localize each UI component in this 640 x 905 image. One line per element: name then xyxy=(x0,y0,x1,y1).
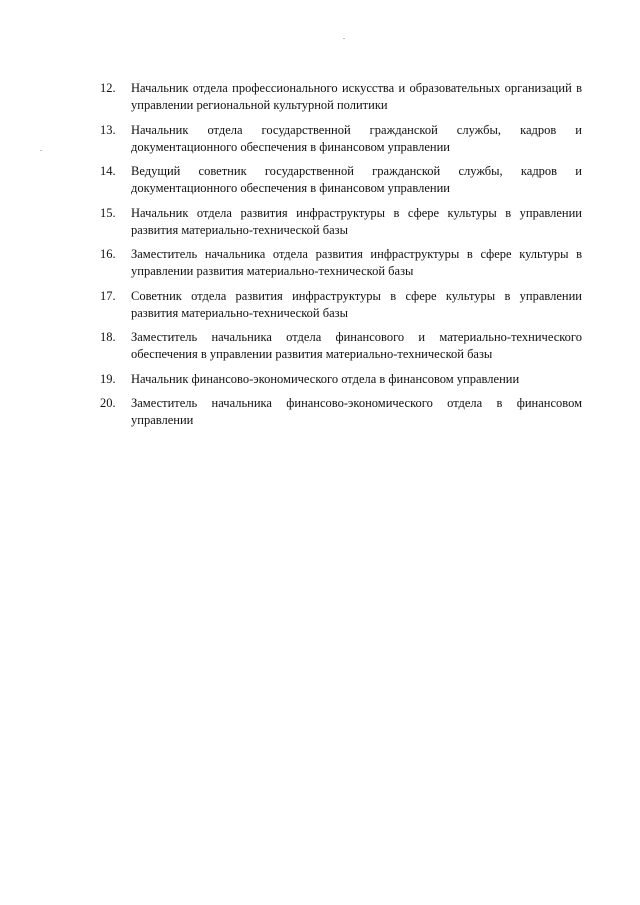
list-item xyxy=(100,122,582,156)
position-list xyxy=(100,80,582,437)
list-item xyxy=(100,288,582,322)
item-number: 17. xyxy=(100,288,116,303)
list-item xyxy=(100,371,582,388)
scan-speck xyxy=(343,38,345,39)
item-text: Начальник финансово-экономического отдела в финансовом управлении xyxy=(131,371,520,386)
item-text: Начальник отдела государственной гражданской службы, кадров и документационного обеспечения в финансовом управлении xyxy=(131,122,582,154)
item-text: Начальник отдела профессионального искусства и образовательных организаций в управлении региональной культурной политики xyxy=(131,81,582,112)
list-item xyxy=(100,395,582,429)
item-number: 13. xyxy=(100,122,116,137)
list-item xyxy=(100,80,582,114)
item-text: Начальник отдела развития инфраструктуры в сфере культуры в управлении развития материально-технической базы xyxy=(131,205,582,237)
list-item xyxy=(100,246,582,280)
item-text: Заместитель начальника отдела финансового и материально-технического обеспечения в управлении развития материально-технической базы xyxy=(131,330,582,361)
item-number: 12. xyxy=(100,81,116,95)
item-text: Заместитель начальника отдела развития инфраструктуры в сфере культуры в управлении развития материально-технической базы xyxy=(131,247,582,278)
item-number: 20. xyxy=(100,396,116,410)
scan-speck xyxy=(40,150,42,151)
list-item xyxy=(100,205,582,239)
item-text: Советник отдела развития инфраструктуры в сфере культуры в управлении развития материально-технической базы xyxy=(131,288,582,320)
item-number: 14. xyxy=(100,164,116,178)
list-item xyxy=(100,163,582,197)
list-item xyxy=(100,329,582,363)
item-number: 19. xyxy=(100,371,116,386)
item-number: 18. xyxy=(100,330,116,344)
item-number: 16. xyxy=(100,247,116,261)
item-text: Заместитель начальника финансово-экономического отдела в финансовом управлении xyxy=(131,396,582,427)
item-text: Ведущий советник государственной гражданской службы, кадров и документационного обеспечения в финансовом управлении xyxy=(131,164,582,195)
item-number: 15. xyxy=(100,205,116,220)
